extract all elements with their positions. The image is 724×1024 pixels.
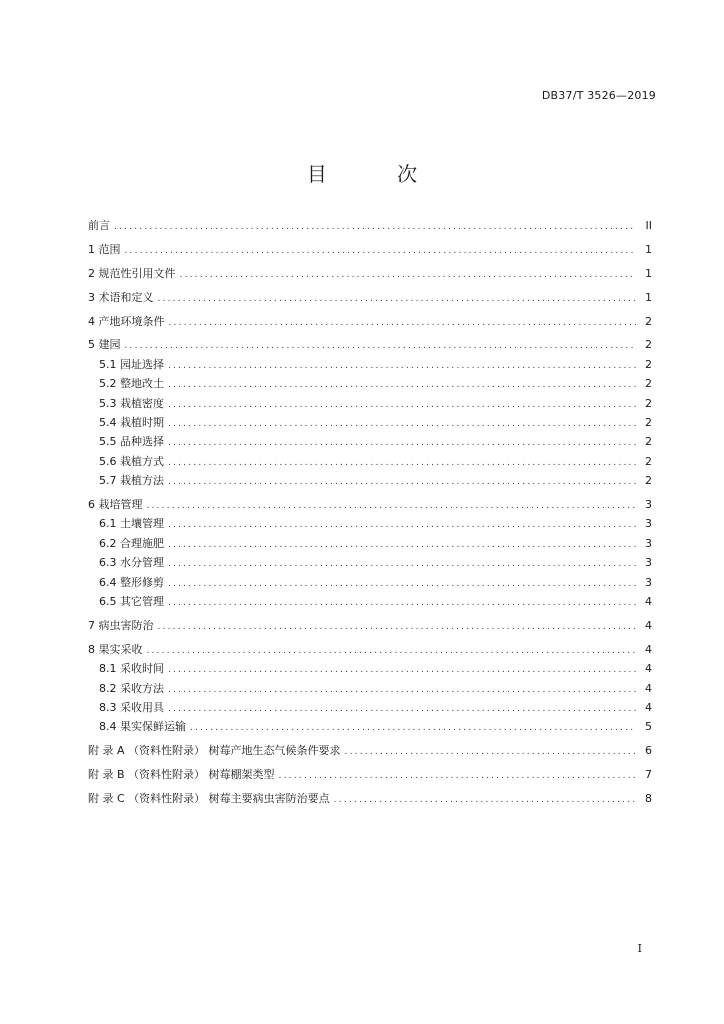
leader-dots (168, 536, 636, 555)
leader-dots (279, 767, 636, 786)
leader-dots (147, 497, 637, 516)
toc-entry-page: 8 (645, 792, 652, 806)
toc-entry-text: 6.4 整形修剪 (99, 575, 164, 589)
toc-entry-appendix-c[interactable] (88, 789, 652, 808)
toc-entry-text: 4 产地环境条件 (88, 314, 165, 328)
toc-entry-page: 2 (645, 377, 652, 391)
toc-entry-page: 3 (645, 575, 652, 589)
leader-dots (125, 337, 637, 356)
toc-entry-page: 2 (645, 357, 652, 371)
toc-entry-page: 4 (645, 662, 652, 676)
leader-dots (190, 719, 636, 738)
toc-entry-5-7[interactable] (88, 471, 652, 490)
toc-entry-page: 2 (645, 435, 652, 449)
leader-dots (168, 555, 636, 574)
toc-entry-page: 7 (645, 768, 652, 782)
toc-entry-text: 附 录 A （资料性附录） 树莓产地生态气候条件要求 (88, 744, 341, 758)
toc-entry-5-3[interactable] (88, 394, 652, 413)
toc-entry-text: 5.7 栽植方法 (99, 474, 164, 488)
toc-entry-foreword[interactable] (88, 216, 652, 235)
toc-entry-page: 3 (645, 536, 652, 550)
toc-entry-5-4[interactable] (88, 413, 652, 432)
toc-entry-5-5[interactable] (88, 432, 652, 451)
toc-entry-page: 4 (645, 700, 652, 714)
leader-dots (168, 415, 636, 434)
leader-dots (147, 642, 637, 661)
toc-entry-text: 3 术语和定义 (88, 290, 154, 304)
toc-entry-page: 2 (645, 396, 652, 410)
toc-entry-5[interactable] (88, 335, 652, 354)
toc-entry-text: 5.6 栽植方式 (99, 454, 164, 468)
toc-entry-6-3[interactable] (88, 553, 652, 572)
toc-entry-page: 4 (645, 642, 652, 656)
toc-entry-page: 4 (645, 618, 652, 632)
toc-entry-text: 7 病虫害防治 (88, 618, 154, 632)
leader-dots (169, 314, 637, 333)
toc-entry-text: 6 栽培管理 (88, 498, 143, 512)
toc-entry-page: 2 (645, 416, 652, 430)
toc-entry-text: 6.3 水分管理 (99, 556, 164, 570)
toc-entry-text: 5.3 栽植密度 (99, 396, 164, 410)
leader-dots (168, 396, 636, 415)
toc-entry-page: 1 (645, 290, 652, 304)
leader-dots (168, 357, 636, 376)
page-title: 目 次 (306, 162, 450, 186)
toc-entry-3[interactable] (88, 288, 652, 307)
toc-entry-page: 3 (645, 556, 652, 570)
leader-dots (168, 434, 636, 453)
toc-entry-page: 4 (645, 595, 652, 609)
toc-entry-page: 3 (645, 517, 652, 531)
leader-dots (168, 681, 636, 700)
toc-entry-page: 2 (645, 314, 652, 328)
leader-dots (180, 266, 637, 285)
leader-dots (168, 454, 636, 473)
leader-dots (168, 376, 636, 395)
toc-entry-8-1[interactable] (88, 659, 652, 678)
toc-entry-page: 5 (645, 720, 652, 734)
toc-entry-page: II (645, 219, 652, 232)
toc-entry-6[interactable] (88, 495, 652, 514)
toc-entry-4[interactable] (88, 312, 652, 331)
leader-dots (158, 290, 637, 309)
toc-entry-text: 2 规范性引用文件 (88, 266, 176, 280)
toc-entry-8-4[interactable] (88, 717, 652, 736)
toc-entry-text: 1 范围 (88, 242, 121, 256)
toc-entry-text: 8.3 采收用具 (99, 700, 164, 714)
toc-entry-5-6[interactable] (88, 452, 652, 471)
toc-entry-6-5[interactable] (88, 592, 652, 611)
toc-entry-text: 8.4 果实保鲜运输 (99, 720, 186, 734)
table-of-contents (88, 216, 652, 808)
toc-entry-5-2[interactable] (88, 374, 652, 393)
leader-dots (125, 242, 637, 261)
toc-entry-page: 3 (645, 498, 652, 512)
document-code: DB37/T 3526—2019 (541, 89, 656, 102)
toc-entry-6-1[interactable] (88, 514, 652, 533)
toc-entry-2[interactable] (88, 264, 652, 283)
toc-entry-text: 6.5 其它管理 (99, 595, 164, 609)
leader-dots (168, 661, 636, 680)
toc-entry-8-2[interactable] (88, 679, 652, 698)
toc-entry-page: 6 (645, 744, 652, 758)
toc-entry-page: 2 (645, 454, 652, 468)
toc-entry-7[interactable] (88, 616, 652, 635)
toc-entry-8[interactable] (88, 640, 652, 659)
toc-entry-page: 1 (645, 266, 652, 280)
toc-entry-text: 前言 (88, 219, 110, 232)
toc-entry-1[interactable] (88, 240, 652, 259)
leader-dots (168, 575, 636, 594)
leader-dots (168, 700, 636, 719)
toc-entry-text: 5.2 整地改土 (99, 377, 164, 391)
toc-entry-page: 2 (645, 338, 652, 352)
leader-dots (334, 791, 636, 810)
toc-entry-6-4[interactable] (88, 573, 652, 592)
toc-entry-text: 8.1 采收时间 (99, 662, 164, 676)
toc-entry-page: 2 (645, 474, 652, 488)
leader-dots (158, 618, 637, 637)
leader-dots (168, 594, 636, 613)
leader-dots (168, 473, 636, 492)
toc-entry-appendix-a[interactable] (88, 741, 652, 760)
toc-entry-5-1[interactable] (88, 355, 652, 374)
toc-entry-8-3[interactable] (88, 698, 652, 717)
toc-entry-text: 6.2 合理施肥 (99, 536, 164, 550)
leader-dots (168, 516, 636, 535)
leader-dots (345, 743, 636, 762)
toc-entry-text: 8 果实采收 (88, 642, 143, 656)
toc-entry-text: 6.1 土壤管理 (99, 517, 164, 531)
toc-entry-text: 附 录 B （资料性附录） 树莓棚架类型 (88, 768, 275, 782)
toc-entry-text: 5.1 园址选择 (99, 357, 164, 371)
toc-entry-6-2[interactable] (88, 534, 652, 553)
toc-entry-text: 附 录 C （资料性附录） 树莓主要病虫害防治要点 (88, 792, 330, 806)
toc-entry-page: 1 (645, 242, 652, 256)
leader-dots (114, 218, 636, 237)
toc-entry-text: 5.4 栽植时期 (99, 416, 164, 430)
toc-entry-text: 5.5 品种选择 (99, 435, 164, 449)
toc-entry-text: 5 建园 (88, 338, 121, 352)
toc-entry-text: 8.2 采收方法 (99, 681, 164, 695)
toc-entry-appendix-b[interactable] (88, 765, 652, 784)
toc-entry-page: 4 (645, 681, 652, 695)
page-number: I (637, 942, 642, 955)
